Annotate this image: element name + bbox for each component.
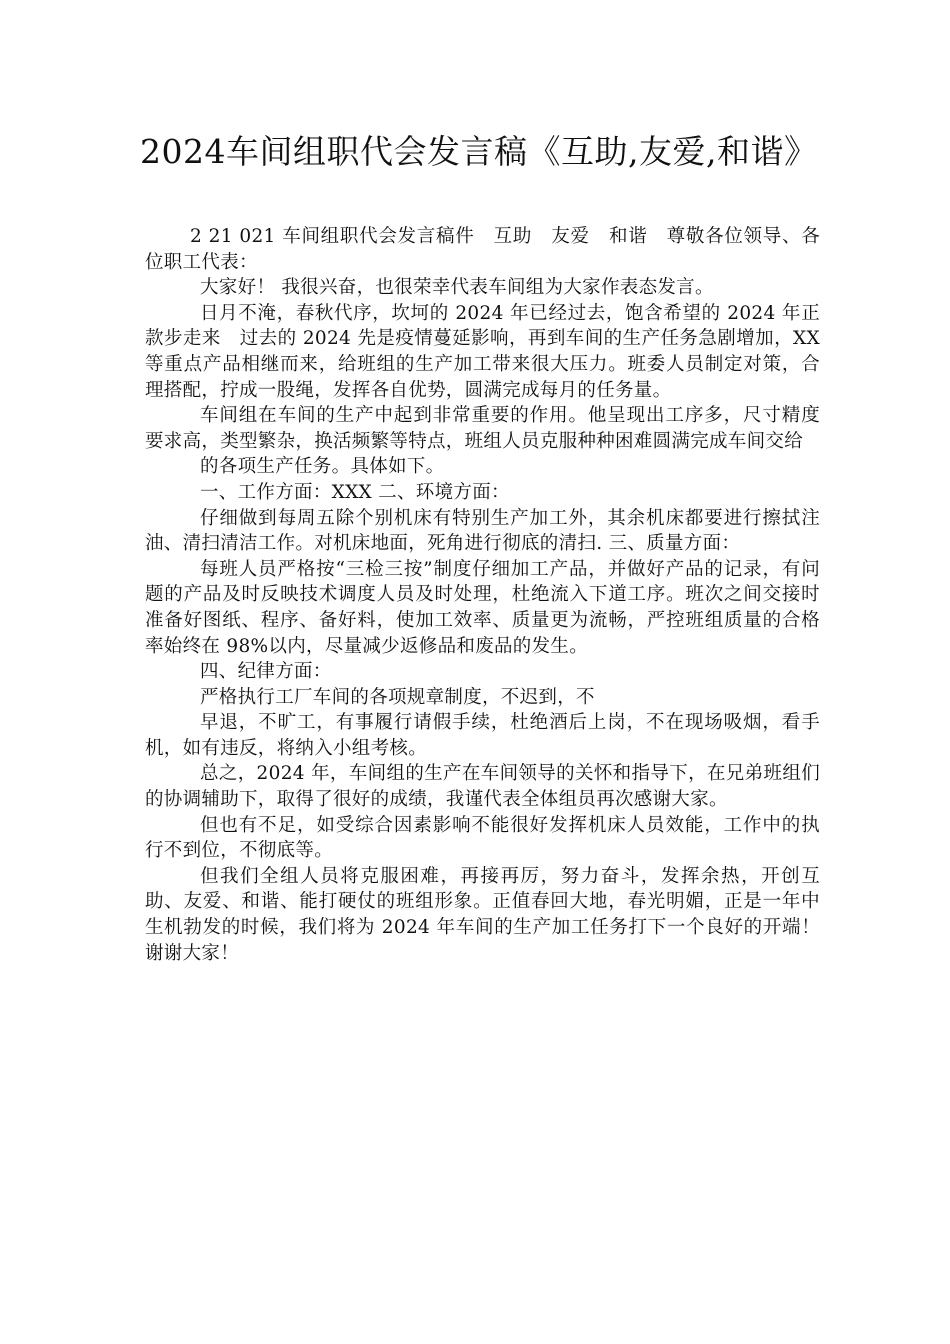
paragraph-quality: 每班人员严格按“三检三按”制度仔细加工产品，并做好产品的记录，有问题的产品及时反映技术调度人员及时处理，杜绝流入下道工序。班次之间交接时准备好图纸、程序、备好料，使加工效率、质量更为流畅，严控班组质量的合格率始终在 98%以内，尽量减少返修品和废品的发生。 <box>145 558 820 657</box>
document-body <box>145 224 915 966</box>
paragraph-shortcomings: 但也有不足，如受综合因素影响不能很好发挥机床人员效能，工作中的执行不到位，不彻底等。 <box>145 814 820 862</box>
paragraph-opening: 2 21 021 车间组职代会发言稿件 互助 友爱 和谐 尊敬各位领导、各位职工代表： <box>145 226 820 273</box>
paragraph-section-discipline: 四、纪律方面： <box>200 661 332 683</box>
paragraph-section-work: 一、工作方面：XXX 二、环境方面： <box>200 481 510 503</box>
document-title: 2024车间组职代会发言稿《互助,友爱,和谐》 <box>140 132 818 171</box>
paragraph-greeting: 大家好！ 我很兴奋，也很荣幸代表车间组为大家作表态发言。 <box>200 277 714 299</box>
paragraph-tasks: 的各项生产任务。具体如下。 <box>200 456 445 478</box>
paragraph-role: 车间组在车间的生产中起到非常重要的作用。他呈现出工序多，尺寸精度要求高，类型繁杂，换活频繁等特点，班组人员克服种种困难圆满完成车间交给 <box>145 405 820 452</box>
paragraph-discipline-2: 早退，不旷工，有事履行请假手续，杜绝酒后上岗，不在现场吸烟，看手机，如有违反，将纳入小组考核。 <box>145 712 820 759</box>
paragraph-summary: 总之，2024 年，车间组的生产在车间领导的关怀和指导下，在兄弟班组们的协调辅助下，取得了很好的成绩，我谨代表全体组员再次感谢大家。 <box>145 763 820 811</box>
paragraph-review: 日月不淹，春秋代序，坎坷的 2024 年已经过去，饱含希望的 2024 年正款步走来 过去的 2024 先是疫情蔓延影响，再到车间的生产任务急剧增加，XX 等重点产品相继而来，给班组的生产加工带来很大压力。班委人员制定对策，合理搭配，拧成一股绳，发挥各自优势，圆满完成每月的任务量。 <box>145 302 820 401</box>
paragraph-discipline-1: 严格执行工厂车间的各项规章制度，不迟到，不 <box>200 686 595 708</box>
paragraph-environment: 仔细做到每周五除个别机床有特别生产加工外，其余机床都要进行擦拭注油、清扫清洁工作。对机床地面，死角进行彻底的清扫. 三、质量方面： <box>145 507 820 555</box>
paragraph-closing: 但我们全组人员将克服困难，再接再厉，努力奋斗，发挥余热，开创互助、友爱、和谐、能打硬仗的班组形象。正值春回大地，春光明媚，正是一年中生机勃发的时候，我们将为 2024 年车间的生产加工任务打下一个良好的开端！ 谢谢大家！ <box>145 865 915 964</box>
